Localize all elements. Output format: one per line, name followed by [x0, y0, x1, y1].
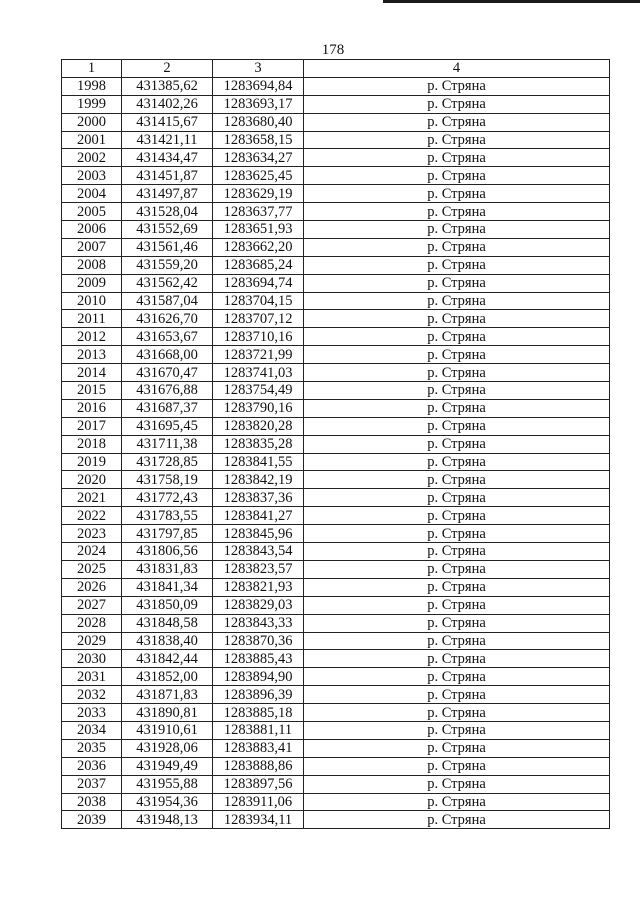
y-coordinate-cell: 1283837,36	[213, 489, 304, 507]
description-cell: р. Стряна	[304, 149, 610, 167]
x-coordinate-cell: 431842,44	[122, 650, 213, 668]
table-row	[62, 310, 610, 328]
point-number-cell: 2032	[62, 686, 122, 704]
y-coordinate-cell: 1283934,11	[213, 811, 304, 829]
table-row	[62, 632, 610, 650]
y-coordinate-cell: 1283637,77	[213, 203, 304, 221]
description-cell: р. Стряна	[304, 632, 610, 650]
table-row	[62, 346, 610, 364]
x-coordinate-cell: 431670,47	[122, 364, 213, 382]
y-coordinate-cell: 1283911,06	[213, 793, 304, 811]
table-row	[62, 757, 610, 775]
y-coordinate-cell: 1283896,39	[213, 686, 304, 704]
y-coordinate-cell: 1283634,27	[213, 149, 304, 167]
x-coordinate-cell: 431552,69	[122, 221, 213, 239]
column-header-2: 2	[122, 60, 213, 78]
description-cell: р. Стряна	[304, 453, 610, 471]
y-coordinate-cell: 1283821,93	[213, 578, 304, 596]
table-row	[62, 185, 610, 203]
x-coordinate-cell: 431871,83	[122, 686, 213, 704]
x-coordinate-cell: 431928,06	[122, 739, 213, 757]
y-coordinate-cell: 1283693,17	[213, 95, 304, 113]
x-coordinate-cell: 431783,55	[122, 507, 213, 525]
point-number-cell: 2029	[62, 632, 122, 650]
x-coordinate-cell: 431695,45	[122, 417, 213, 435]
x-coordinate-cell: 431561,46	[122, 238, 213, 256]
description-cell: р. Стряна	[304, 310, 610, 328]
point-number-cell: 2011	[62, 310, 122, 328]
y-coordinate-cell: 1283790,16	[213, 399, 304, 417]
point-number-cell: 2021	[62, 489, 122, 507]
y-coordinate-cell: 1283680,40	[213, 113, 304, 131]
point-number-cell: 2033	[62, 704, 122, 722]
point-number-cell: 2004	[62, 185, 122, 203]
x-coordinate-cell: 431910,61	[122, 721, 213, 739]
x-coordinate-cell: 431626,70	[122, 310, 213, 328]
x-coordinate-cell: 431954,36	[122, 793, 213, 811]
table-row	[62, 292, 610, 310]
column-header-3: 3	[213, 60, 304, 78]
description-cell: р. Стряна	[304, 346, 610, 364]
y-coordinate-cell: 1283843,54	[213, 543, 304, 561]
description-cell: р. Стряна	[304, 525, 610, 543]
y-coordinate-cell: 1283888,86	[213, 757, 304, 775]
table-row	[62, 203, 610, 221]
table-row	[62, 596, 610, 614]
x-coordinate-cell: 431421,11	[122, 131, 213, 149]
page-number: 178	[321, 42, 345, 58]
x-coordinate-cell: 431728,85	[122, 453, 213, 471]
x-coordinate-cell: 431831,83	[122, 560, 213, 578]
point-number-cell: 2007	[62, 238, 122, 256]
table-body	[62, 77, 610, 828]
x-coordinate-cell: 431948,13	[122, 811, 213, 829]
description-cell: р. Стряна	[304, 704, 610, 722]
x-coordinate-cell: 431653,67	[122, 328, 213, 346]
description-cell: р. Стряна	[304, 113, 610, 131]
table-row	[62, 775, 610, 793]
table-row	[62, 256, 610, 274]
table-row	[62, 739, 610, 757]
point-number-cell: 2037	[62, 775, 122, 793]
x-coordinate-cell: 431676,88	[122, 382, 213, 400]
x-coordinate-cell: 431890,81	[122, 704, 213, 722]
x-coordinate-cell: 431562,42	[122, 274, 213, 292]
x-coordinate-cell: 431852,00	[122, 668, 213, 686]
description-cell: р. Стряна	[304, 382, 610, 400]
point-number-cell: 2035	[62, 739, 122, 757]
table-header	[62, 60, 610, 78]
description-cell: р. Стряна	[304, 167, 610, 185]
x-coordinate-cell: 431772,43	[122, 489, 213, 507]
y-coordinate-cell: 1283685,24	[213, 256, 304, 274]
y-coordinate-cell: 1283658,15	[213, 131, 304, 149]
description-cell: р. Стряна	[304, 238, 610, 256]
y-coordinate-cell: 1283842,19	[213, 471, 304, 489]
x-coordinate-cell: 431758,19	[122, 471, 213, 489]
point-number-cell: 2028	[62, 614, 122, 632]
description-cell: р. Стряна	[304, 560, 610, 578]
x-coordinate-cell: 431415,67	[122, 113, 213, 131]
table-row	[62, 525, 610, 543]
x-coordinate-cell: 431402,26	[122, 95, 213, 113]
y-coordinate-cell: 1283823,57	[213, 560, 304, 578]
x-coordinate-cell: 431838,40	[122, 632, 213, 650]
y-coordinate-cell: 1283694,74	[213, 274, 304, 292]
point-number-cell: 2014	[62, 364, 122, 382]
y-coordinate-cell: 1283897,56	[213, 775, 304, 793]
point-number-cell: 2019	[62, 453, 122, 471]
table-row	[62, 382, 610, 400]
point-number-cell: 2034	[62, 721, 122, 739]
point-number-cell: 2012	[62, 328, 122, 346]
description-cell: р. Стряна	[304, 507, 610, 525]
description-cell: р. Стряна	[304, 221, 610, 239]
x-coordinate-cell: 431434,47	[122, 149, 213, 167]
table-row	[62, 668, 610, 686]
table-row	[62, 328, 610, 346]
description-cell: р. Стряна	[304, 95, 610, 113]
point-number-cell: 2006	[62, 221, 122, 239]
description-cell: р. Стряна	[304, 203, 610, 221]
y-coordinate-cell: 1283707,12	[213, 310, 304, 328]
point-number-cell: 2005	[62, 203, 122, 221]
description-cell: р. Стряна	[304, 77, 610, 95]
coordinates-table	[61, 59, 610, 829]
x-coordinate-cell: 431806,56	[122, 543, 213, 561]
table-row	[62, 238, 610, 256]
point-number-cell: 2000	[62, 113, 122, 131]
point-number-cell: 2008	[62, 256, 122, 274]
point-number-cell: 2026	[62, 578, 122, 596]
x-coordinate-cell: 431497,87	[122, 185, 213, 203]
x-coordinate-cell: 431385,62	[122, 77, 213, 95]
description-cell: р. Стряна	[304, 489, 610, 507]
description-cell: р. Стряна	[304, 543, 610, 561]
x-coordinate-cell: 431841,34	[122, 578, 213, 596]
point-number-cell: 2038	[62, 793, 122, 811]
point-number-cell: 2031	[62, 668, 122, 686]
table-row	[62, 131, 610, 149]
table-row	[62, 167, 610, 185]
point-number-cell: 2027	[62, 596, 122, 614]
table-row	[62, 686, 610, 704]
description-cell: р. Стряна	[304, 721, 610, 739]
y-coordinate-cell: 1283883,41	[213, 739, 304, 757]
table-row	[62, 507, 610, 525]
y-coordinate-cell: 1283629,19	[213, 185, 304, 203]
y-coordinate-cell: 1283662,20	[213, 238, 304, 256]
point-number-cell: 2010	[62, 292, 122, 310]
point-number-cell: 2024	[62, 543, 122, 561]
table-row	[62, 811, 610, 829]
y-coordinate-cell: 1283835,28	[213, 435, 304, 453]
table-row	[62, 543, 610, 561]
description-cell: р. Стряна	[304, 364, 610, 382]
y-coordinate-cell: 1283704,15	[213, 292, 304, 310]
point-number-cell: 2022	[62, 507, 122, 525]
point-number-cell: 1999	[62, 95, 122, 113]
description-cell: р. Стряна	[304, 274, 610, 292]
point-number-cell: 2009	[62, 274, 122, 292]
description-cell: р. Стряна	[304, 292, 610, 310]
table-row	[62, 77, 610, 95]
point-number-cell: 2020	[62, 471, 122, 489]
x-coordinate-cell: 431451,87	[122, 167, 213, 185]
y-coordinate-cell: 1283694,84	[213, 77, 304, 95]
y-coordinate-cell: 1283845,96	[213, 525, 304, 543]
column-header-4: 4	[304, 60, 610, 78]
point-number-cell: 2013	[62, 346, 122, 364]
table-row	[62, 95, 610, 113]
description-cell: р. Стряна	[304, 686, 610, 704]
table-row	[62, 793, 610, 811]
description-cell: р. Стряна	[304, 417, 610, 435]
y-coordinate-cell: 1283881,11	[213, 721, 304, 739]
y-coordinate-cell: 1283843,33	[213, 614, 304, 632]
table-row	[62, 471, 610, 489]
x-coordinate-cell: 431668,00	[122, 346, 213, 364]
point-number-cell: 2003	[62, 167, 122, 185]
description-cell: р. Стряна	[304, 811, 610, 829]
table-row	[62, 614, 610, 632]
point-number-cell: 2015	[62, 382, 122, 400]
table-row	[62, 149, 610, 167]
y-coordinate-cell: 1283829,03	[213, 596, 304, 614]
table-row	[62, 578, 610, 596]
point-number-cell: 2016	[62, 399, 122, 417]
point-number-cell: 2030	[62, 650, 122, 668]
point-number-cell: 2017	[62, 417, 122, 435]
point-number-cell: 2018	[62, 435, 122, 453]
description-cell: р. Стряна	[304, 793, 610, 811]
y-coordinate-cell: 1283885,18	[213, 704, 304, 722]
point-number-cell: 2025	[62, 560, 122, 578]
top-edge-rule	[383, 0, 640, 3]
column-header-1: 1	[62, 60, 122, 78]
table-row	[62, 417, 610, 435]
x-coordinate-cell: 431711,38	[122, 435, 213, 453]
y-coordinate-cell: 1283625,45	[213, 167, 304, 185]
point-number-cell: 1998	[62, 77, 122, 95]
description-cell: р. Стряна	[304, 399, 610, 417]
table-row	[62, 453, 610, 471]
y-coordinate-cell: 1283841,27	[213, 507, 304, 525]
y-coordinate-cell: 1283710,16	[213, 328, 304, 346]
table-row	[62, 650, 610, 668]
y-coordinate-cell: 1283754,49	[213, 382, 304, 400]
y-coordinate-cell: 1283885,43	[213, 650, 304, 668]
y-coordinate-cell: 1283894,90	[213, 668, 304, 686]
description-cell: р. Стряна	[304, 131, 610, 149]
description-cell: р. Стряна	[304, 775, 610, 793]
point-number-cell: 2039	[62, 811, 122, 829]
description-cell: р. Стряна	[304, 578, 610, 596]
x-coordinate-cell: 431587,04	[122, 292, 213, 310]
description-cell: р. Стряна	[304, 650, 610, 668]
table-row	[62, 399, 610, 417]
description-cell: р. Стряна	[304, 328, 610, 346]
description-cell: р. Стряна	[304, 614, 610, 632]
table-row	[62, 364, 610, 382]
table-row	[62, 274, 610, 292]
x-coordinate-cell: 431955,88	[122, 775, 213, 793]
x-coordinate-cell: 431687,37	[122, 399, 213, 417]
x-coordinate-cell: 431559,20	[122, 256, 213, 274]
point-number-cell: 2001	[62, 131, 122, 149]
x-coordinate-cell: 431848,58	[122, 614, 213, 632]
description-cell: р. Стряна	[304, 256, 610, 274]
table-row	[62, 221, 610, 239]
x-coordinate-cell: 431797,85	[122, 525, 213, 543]
description-cell: р. Стряна	[304, 471, 610, 489]
point-number-cell: 2036	[62, 757, 122, 775]
description-cell: р. Стряна	[304, 757, 610, 775]
x-coordinate-cell: 431528,04	[122, 203, 213, 221]
table-row	[62, 560, 610, 578]
header-row	[62, 60, 610, 78]
description-cell: р. Стряна	[304, 668, 610, 686]
y-coordinate-cell: 1283741,03	[213, 364, 304, 382]
table-row	[62, 704, 610, 722]
table-row	[62, 489, 610, 507]
point-number-cell: 2002	[62, 149, 122, 167]
table-row	[62, 721, 610, 739]
table-row	[62, 435, 610, 453]
y-coordinate-cell: 1283721,99	[213, 346, 304, 364]
description-cell: р. Стряна	[304, 185, 610, 203]
description-cell: р. Стряна	[304, 739, 610, 757]
description-cell: р. Стряна	[304, 596, 610, 614]
y-coordinate-cell: 1283820,28	[213, 417, 304, 435]
x-coordinate-cell: 431949,49	[122, 757, 213, 775]
y-coordinate-cell: 1283841,55	[213, 453, 304, 471]
point-number-cell: 2023	[62, 525, 122, 543]
y-coordinate-cell: 1283870,36	[213, 632, 304, 650]
table-row	[62, 113, 610, 131]
x-coordinate-cell: 431850,09	[122, 596, 213, 614]
y-coordinate-cell: 1283651,93	[213, 221, 304, 239]
description-cell: р. Стряна	[304, 435, 610, 453]
